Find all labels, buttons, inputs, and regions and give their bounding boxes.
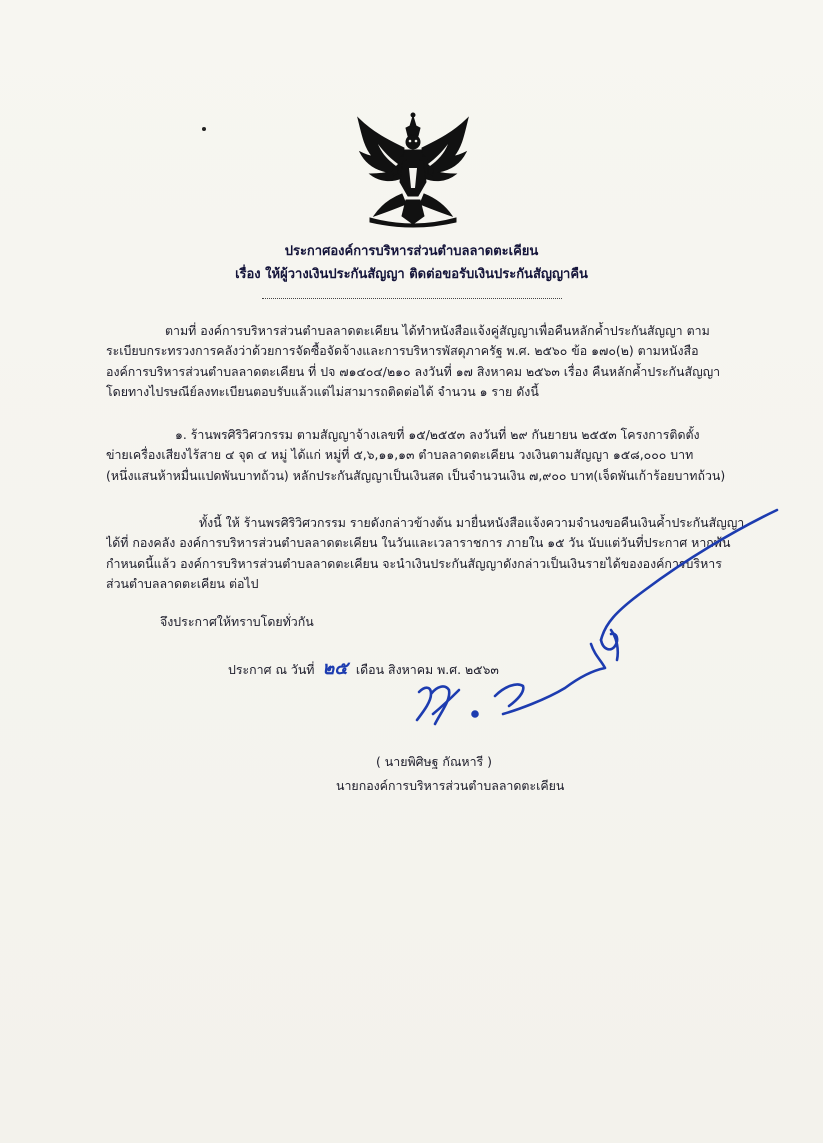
stray-ink-dot (202, 127, 206, 131)
signer-position: นายกองค์การบริหารส่วนตำบลลาดตะเคียน (336, 778, 565, 793)
paragraph-line: กำหนดนี้แล้ว องค์การบริหารส่วนตำบลลาดตะเคียน จะนำเงินประกันสัญญาดังกล่าวเป็นเงินรายได้ขององค์การบริหาร (106, 555, 722, 571)
paragraph-line: ส่วนตำบลลาดตะเคียน ต่อไป (106, 576, 259, 592)
paragraph-line: (หนึ่งแสนห้าหมื่นแปดพันบาทถ้วน) หลักประกันสัญญาเป็นเงินสด เป็นจำนวนเงิน ๗,๙๐๐ บาท(เจ็ดพันเก้าร้อยบาทถ้วน) (106, 467, 726, 483)
paragraph-line: องค์การบริหารส่วนตำบลลาดตะเคียน ที่ ปจ ๗๑๔๐๔/๒๑๐ ลงวันที่ ๑๗ สิงหาคม ๒๕๖๓ เรื่อง คืนหลักค้ำประกันสัญญา (106, 363, 721, 379)
paragraph-line: ทั้งนี้ ให้ ร้านพรศิริวิศวกรรม รายดังกล่าวข้างต้น มายื่นหนังสือแจ้งความจำนงขอคืนเงินค้ำประกันสัญญา (199, 515, 745, 530)
paragraph-line: ๑. ร้านพรศิริวิศวกรรม ตามสัญญาจ้างเลขที่ ๑๕/๒๕๕๓ ลงวันที่ ๒๙ กันยายน ๒๕๕๓ โครงการติดตั้ง (175, 427, 700, 442)
signer-name: ( นายพิศิษฐ กัณหารี ) (376, 754, 492, 769)
paragraph-line: ได้ที่ กองคลัง องค์การบริหารส่วนตำบลลาดตะเคียน ในวันและเวลาราชการ ภายใน ๑๕ วัน นับแต่วันที่ประกาศ หากพ้น (106, 535, 731, 551)
paragraph-line: ระเบียบกระทรวงการคลังว่าด้วยการจัดซื้อจัดจ้างและการบริหารพัสดุภาครัฐ พ.ศ. ๒๕๖๐ ข้อ ๑๗๐(๒) ตามหนังสือ (106, 343, 699, 359)
announcement-subject: เรื่อง ให้ผู้วางเงินประกันสัญญา ติดต่อขอรับเงินประกันสัญญาคืน (235, 267, 588, 282)
paragraph-background (106, 321, 752, 403)
paragraph-line: โดยทางไปรษณีย์ลงทะเบียนตอบรับแล้วแต่ไม่สามารถติดต่อได้ จำนวน ๑ ราย ดังนี้ (106, 384, 539, 400)
paragraph-contract-item (106, 425, 752, 486)
paragraph-line: ข่ายเครื่องเสียงไร้สาย ๔ จุด ๔ หมู่ ได้แก่ หมู่ที่ ๕,๖,๑๑,๑๓ ตำบลลาดตะเคียน วงเงินตามสัญญา ๑๕๘,๐๐๐ บาท (106, 447, 694, 463)
paragraph-line: ตามที่ องค์การบริหารส่วนตำบลลาดตะเคียน ได้ทำหนังสือแจ้งคู่สัญญาเพื่อคืนหลักค้ำประกันสัญญา ตาม (165, 323, 710, 338)
date-suffix: เดือน สิงหาคม พ.ศ. ๒๕๖๓ (355, 662, 499, 677)
handwritten-signature (405, 500, 785, 740)
date-day-handwritten: ๒๕ (322, 658, 348, 679)
announcement-title: ประกาศองค์การบริหารส่วนตำบลลาดตะเคียน (284, 244, 539, 259)
declaration-line: จึงประกาศให้ทราบโดยทั่วกัน (160, 614, 314, 629)
date-prefix: ประกาศ ณ วันที่ (228, 662, 315, 677)
garuda-emblem-icon (352, 112, 474, 228)
title-divider (262, 298, 562, 299)
